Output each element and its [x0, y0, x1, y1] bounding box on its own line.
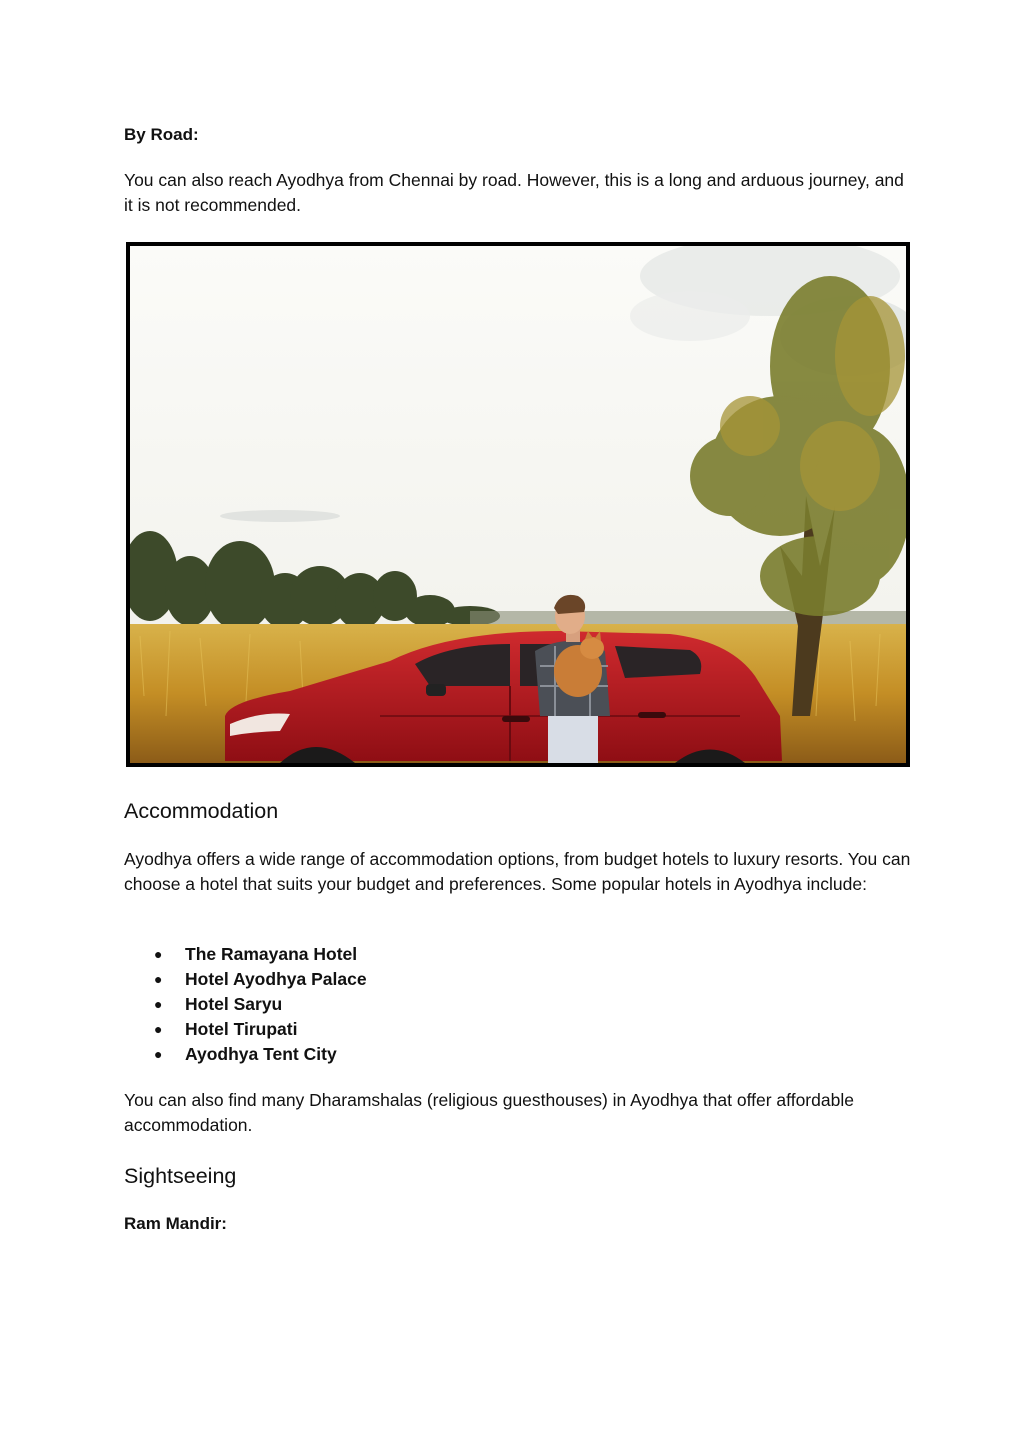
list-item [124, 967, 724, 992]
bullet-icon: ● [154, 1046, 163, 1062]
by-road-paragraph: You can also reach Ayodhya from Chennai by road. However, this is a long and arduous journey, and it is not recommended. [124, 170, 904, 215]
photo-man-with-cat-beside-red-car-icon [130, 246, 906, 763]
bullet-icon: ● [154, 996, 163, 1012]
hotel-name: Hotel Saryu [185, 994, 283, 1014]
sightseeing-heading: Sightseeing [124, 1164, 237, 1188]
road-trip-photo [126, 242, 910, 767]
accommodation-heading: Accommodation [124, 799, 279, 823]
hotel-name: The Ramayana Hotel [185, 944, 358, 964]
list-item [124, 942, 724, 967]
bullet-icon: ● [154, 946, 163, 962]
hotel-list [124, 942, 724, 1067]
bullet-icon: ● [154, 971, 163, 987]
hotel-name: Hotel Ayodhya Palace [185, 969, 367, 989]
hotel-name: Hotel Tirupati [185, 1019, 298, 1039]
dharamshala-paragraph: You can also find many Dharamshalas (religious guesthouses) in Ayodhya that offer affordable accommodation. [124, 1090, 854, 1135]
list-item [124, 1017, 724, 1042]
list-item [124, 1042, 724, 1067]
ram-mandir-heading: Ram Mandir: [124, 1214, 227, 1233]
accommodation-intro: Ayodhya offers a wide range of accommodation options, from budget hotels to luxury resorts. You can choose a hotel that suits your budget and preferences. Some popular hotels in Ayodhya include: [124, 849, 911, 894]
bullet-icon: ● [154, 1021, 163, 1037]
list-item [124, 992, 724, 1017]
hotel-name: Ayodhya Tent City [185, 1044, 337, 1064]
by-road-heading: By Road: [124, 125, 199, 144]
